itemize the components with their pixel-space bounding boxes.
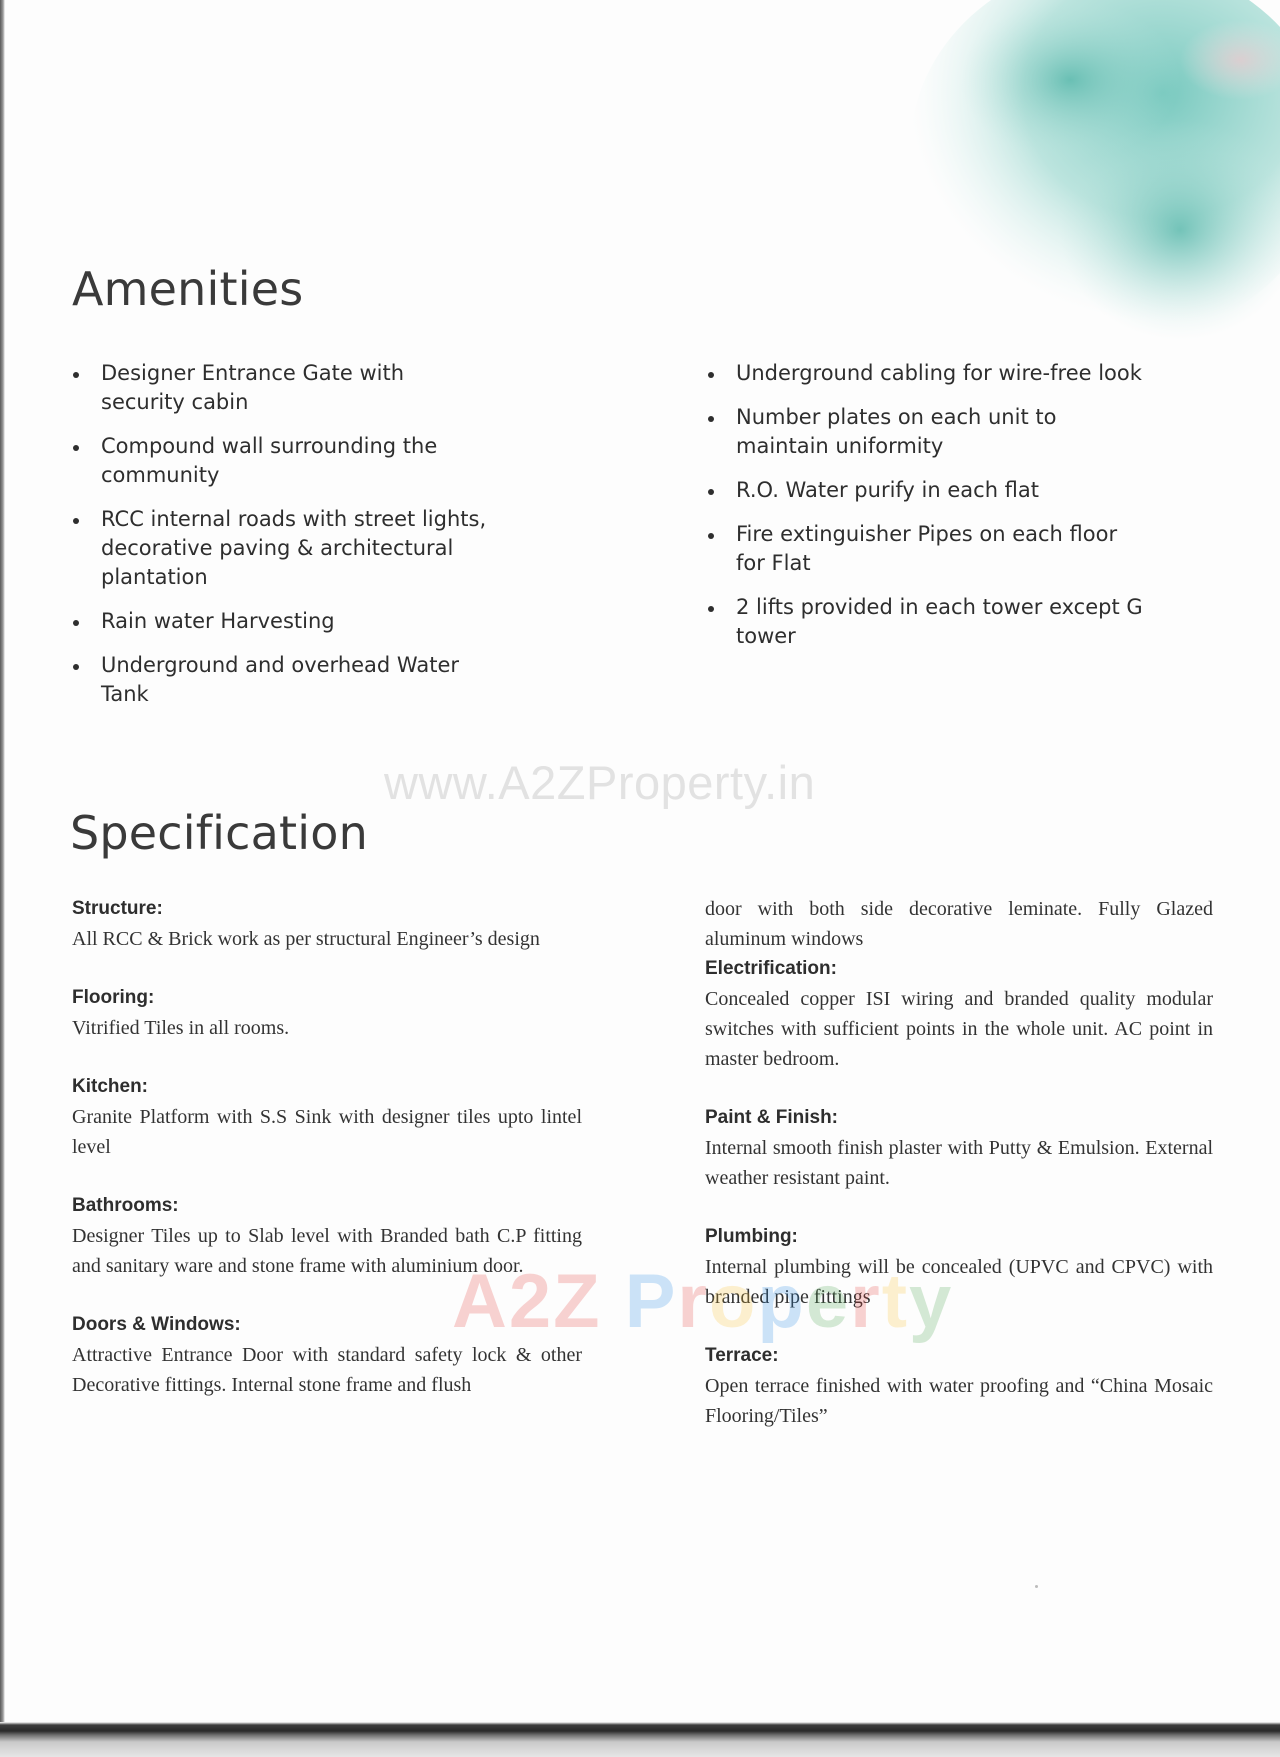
bullet-icon	[73, 664, 79, 670]
spec-body: Vitrified Tiles in all rooms.	[72, 1017, 290, 1039]
spec-flooring	[72, 983, 582, 1043]
spec-doors-windows-continued	[705, 894, 1213, 954]
spec-body: Internal plumbing will be concealed (UPVC and CPVC) with branded pipe fittings	[705, 1256, 1213, 1308]
a2z-property-logo-watermark	[452, 1258, 953, 1345]
amenities-right-list	[707, 359, 1147, 666]
bullet-icon	[708, 533, 714, 539]
logo-a2z: A2Z	[452, 1259, 602, 1344]
list-item: Underground and overhead Water Tank	[72, 651, 492, 709]
spec-terrace	[705, 1341, 1213, 1431]
spec-body: Open terrace finished with water proofing and “China Mosaic Flooring/Tiles”	[705, 1375, 1213, 1427]
list-item: RCC internal roads with street lights, decorative paving & architectural plantation	[72, 505, 492, 592]
bullet-icon	[73, 372, 79, 378]
watercolor-splash	[820, 0, 1280, 380]
list-item: Compound wall surrounding the community	[72, 432, 492, 490]
logo-property: Property	[624, 1259, 954, 1344]
specification-heading: Specification	[70, 806, 368, 860]
list-item: 2 lifts provided in each tower except G tower	[707, 593, 1147, 651]
bullet-icon	[708, 416, 714, 422]
amenities-left-list	[72, 359, 492, 724]
spec-right-column	[705, 894, 1213, 1460]
list-item: Rain water Harvesting	[72, 607, 492, 636]
spec-body: door with both side decorative leminate. Fully Glazed aluminum windows	[705, 898, 1213, 950]
scan-bottom-edge	[0, 1722, 1280, 1757]
spec-body: Designer Tiles up to Slab level with Branded bath C.P fitting and sanitary ware and stone frame with aluminium door.	[72, 1225, 582, 1277]
bullet-icon	[73, 620, 79, 626]
bullet-icon	[708, 372, 714, 378]
spec-electrification	[705, 954, 1213, 1074]
spec-body: Concealed copper ISI wiring and branded quality modular switches with sufficient points in the whole unit. AC point in master bedroom.	[705, 988, 1213, 1070]
spec-title: Plumbing:	[705, 1226, 798, 1247]
spec-paint-finish	[705, 1103, 1213, 1193]
list-item: Number plates on each unit to maintain uniformity	[707, 403, 1147, 461]
spec-title: Bathrooms:	[72, 1195, 179, 1216]
spec-title: Structure:	[72, 898, 163, 919]
spec-kitchen	[72, 1072, 582, 1162]
spec-title: Kitchen:	[72, 1076, 148, 1097]
spec-body: Granite Platform with S.S Sink with designer tiles upto lintel level	[72, 1106, 582, 1158]
url-watermark: www.A2ZProperty.in	[384, 756, 816, 809]
list-item: R.O. Water purify in each flat	[707, 476, 1147, 505]
spec-structure	[72, 894, 582, 954]
amenities-heading: Amenities	[72, 262, 304, 316]
spec-title: Flooring:	[72, 987, 155, 1008]
spec-title: Doors & Windows:	[72, 1314, 241, 1335]
spec-title: Electrification:	[705, 958, 837, 979]
spec-body: Attractive Entrance Door with standard safety lock & other Decorative fittings. Internal stone frame and flush	[72, 1344, 582, 1396]
list-item: Fire extinguisher Pipes on each floor for Flat	[707, 520, 1147, 578]
spec-body: All RCC & Brick work as per structural Engineer’s design	[72, 928, 540, 950]
bullet-icon	[73, 518, 79, 524]
bullet-icon	[708, 606, 714, 612]
spec-title: Terrace:	[705, 1345, 779, 1366]
list-item: Underground cabling for wire-free look	[707, 359, 1147, 388]
spec-body: Internal smooth finish plaster with Putty & Emulsion. External weather resistant paint.	[705, 1137, 1213, 1189]
spec-title: Paint & Finish:	[705, 1107, 838, 1128]
list-item: Designer Entrance Gate with security cabin	[72, 359, 492, 417]
spec-left-column	[72, 894, 582, 1429]
scan-left-edge	[0, 0, 5, 1757]
scan-speck	[1035, 1585, 1038, 1588]
bullet-icon	[73, 445, 79, 451]
bullet-icon	[708, 489, 714, 495]
